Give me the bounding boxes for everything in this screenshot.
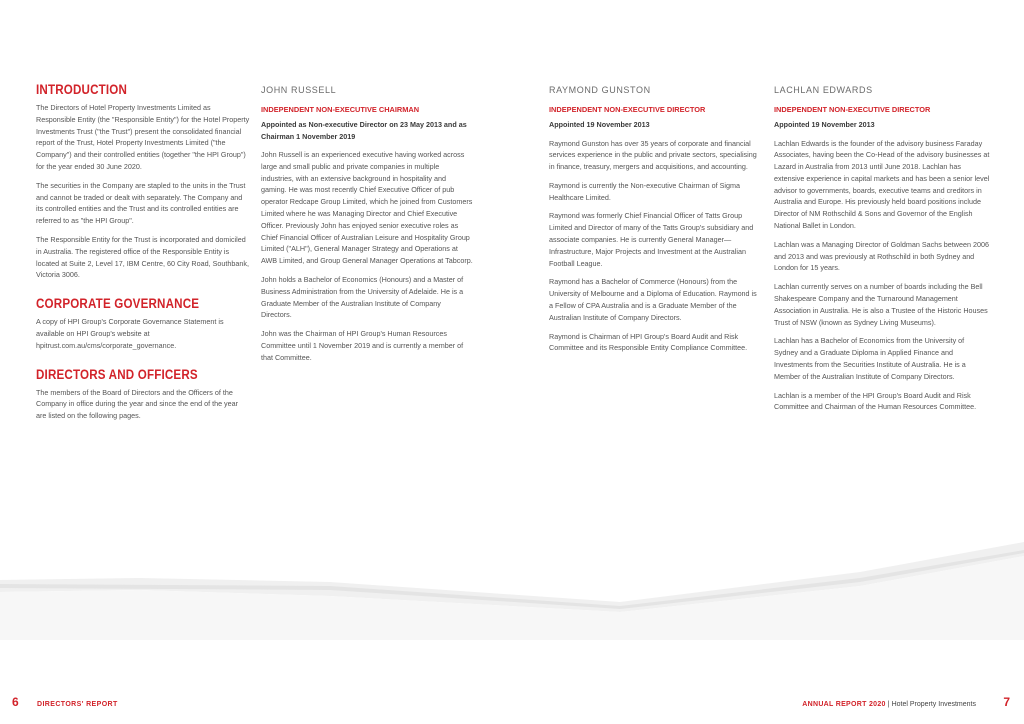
footer-separator: | xyxy=(887,701,890,708)
directors-officers-heading: DIRECTORS AND OFFICERS xyxy=(36,366,198,382)
governance-paragraph: A copy of HPI Group's Corporate Governance Statement is available on HPI Group's website at hpitrust.com.au/cms/corporate_governance. xyxy=(36,317,224,350)
director-appointed: Appointed 19 November 2013 xyxy=(774,120,875,129)
director-bio-paragraph: John was the Chairman of HPI Group's Human Resources Committee until 1 November 2019 and is currently a member of that Committee. xyxy=(261,329,464,362)
director-bio-paragraph: Lachlan currently serves on a number of boards including the Bell Shakespeare Company and the Turnaround Management Association in Australia. He is also a Trustee of the Historic Houses Trust of NSW (known as Sydney Living Museums). xyxy=(774,282,988,327)
director-appointed: Appointed 19 November 2013 xyxy=(549,120,650,129)
director-bio-paragraph: Raymond Gunston has over 35 years of corporate and financial services experience in the public and private sectors, specialising in finance, treasury, mergers and acquisitions, and accounting. xyxy=(549,138,757,172)
footer-company-name: Hotel Property Investments xyxy=(891,701,976,708)
director-bio-paragraph: John Russell is an experienced executive having worked across large and small public and private companies in multiple industries, with an extensive background in hospitality and gaming. He was most recently Chief Executive Officer of pub operator Redcape Group Limited, which he joined from Customers Limited where he was Managing Director and Chief Executive Officer. Previously John has enjoyed senior executive roles as Chief Financial Officer of Australian Leisure and Hospitality Group Limited ("ALH"), General Manager Strategy and Operations at AWB Limited, and Group General Manager Operations at Tabcorp. xyxy=(261,150,473,266)
decorative-wave xyxy=(0,520,1024,640)
director-role: INDEPENDENT NON-EXECUTIVE CHAIRMAN xyxy=(261,105,420,114)
footer-report-year: ANNUAL REPORT 2020 xyxy=(802,701,886,708)
footer-section-label: DIRECTORS' REPORT xyxy=(37,701,118,708)
director-bio-paragraph: Lachlan is a member of the HPI Group's Board Audit and Risk Committee and Chairman of the Human Resources Committee. xyxy=(774,390,977,412)
director-bio-paragraph: Lachlan was a Managing Director of Goldman Sachs between 2006 and 2013 and was previously at Rothschild in both Sydney and London for 15 years. xyxy=(774,239,989,273)
director-bio-paragraph: Lachlan Edwards is the founder of the advisory business Faraday Associates, having been the Co-Head of the advisory businesses at Lazard in Australia from 2013 until June 2018. Lachlan has extensive experience in capital markets and has been a senior level advisor to governments, boards, executive teams and creditors in Australia and Europe. His previously held board positions include Director of NM Rothschild & Sons and Governor of the English National Ballet in London. xyxy=(774,138,990,231)
intro-paragraph-3: The Responsible Entity for the Trust is incorporated and domiciled in Australia. The registered office of the Responsible Entity is located at Suite 2, Level 17, IBM Centre, 60 City Road, Southbank, Victoria 3006. xyxy=(36,234,249,280)
director-role: INDEPENDENT NON-EXECUTIVE DIRECTOR xyxy=(549,105,706,114)
director-bio-paragraph: John holds a Bachelor of Economics (Honours) and a Master of Business Administration from the University of Adelaide. He is a Graduate Member of the Australian Institute of Company Directors. xyxy=(261,274,464,320)
footer-report-title xyxy=(802,701,976,708)
intro-column xyxy=(36,82,250,429)
director-bio-paragraph: Raymond has a Bachelor of Commerce (Honours) from the University of Melbourne and a Diploma of Education. Raymond is a Fellow of CPA Australia and is a Graduate Member of the Australian Institute of Company Directors. xyxy=(549,277,757,322)
intro-paragraph-1: The Directors of Hotel Property Investments Limited as Responsible Entity (the "Responsible Entity") for the Hotel Property Investments Trust ("the Trust") present the consolidated financial report of the Trust, Hotel Property Investments Limited ("the Company") and their controlled entities (together "the HPI Group") for the year ended 30 June 2020. xyxy=(36,103,250,171)
intro-paragraph-2: The securities in the Company are stapled to the units in the Trust and cannot be traded or dealt with separately. The Company and its controlled entities and the Trust and its controlled entities are referred to as "the HPI Group". xyxy=(36,180,246,226)
page-number-left: 6 xyxy=(12,695,19,709)
director-bio-paragraph: Raymond is currently the Non-executive Chairman of Sigma Healthcare Limited. xyxy=(549,180,740,202)
director-role: INDEPENDENT NON-EXECUTIVE DIRECTOR xyxy=(774,105,931,114)
director-appointed: Appointed as Non-executive Director on 23 May 2013 and as Chairman 1 November 2019 xyxy=(261,120,467,141)
director-bio-paragraph: Raymond was formerly Chief Financial Officer of Tatts Group Limited and Director of many of the Tatts Group's subsidiary and associate companies. He is currently General Manager—Infrastructure, Major Projects and Investment at the Australian Football League. xyxy=(549,211,754,268)
director-bio-paragraph: Raymond is Chairman of HPI Group's Board Audit and Risk Committee and its Responsible Entity Compliance Committee. xyxy=(549,331,748,353)
officers-paragraph: The members of the Board of Directors and the Officers of the Company in office during the year and since the end of the year are listed on the following pages. xyxy=(36,387,239,421)
director-name: RAYMOND GUNSTON xyxy=(549,85,651,95)
director-bio-paragraph: Lachlan has a Bachelor of Economics from the University of Sydney and a Graduate Diploma in Applied Finance and Investments from the Securities Institute of Australia. He is a Member of the Australian Institute of Company Directors. xyxy=(774,336,966,381)
director-john-russell xyxy=(261,82,473,371)
director-name: LACHLAN EDWARDS xyxy=(774,85,873,95)
director-raymond-gunston xyxy=(549,82,762,361)
page-number-right: 7 xyxy=(1003,695,1010,709)
introduction-heading: INTRODUCTION xyxy=(36,82,128,97)
director-name: JOHN RUSSELL xyxy=(261,85,337,95)
director-lachlan-edwards xyxy=(774,82,990,420)
corporate-governance-heading: CORPORATE GOVERNANCE xyxy=(36,296,200,312)
